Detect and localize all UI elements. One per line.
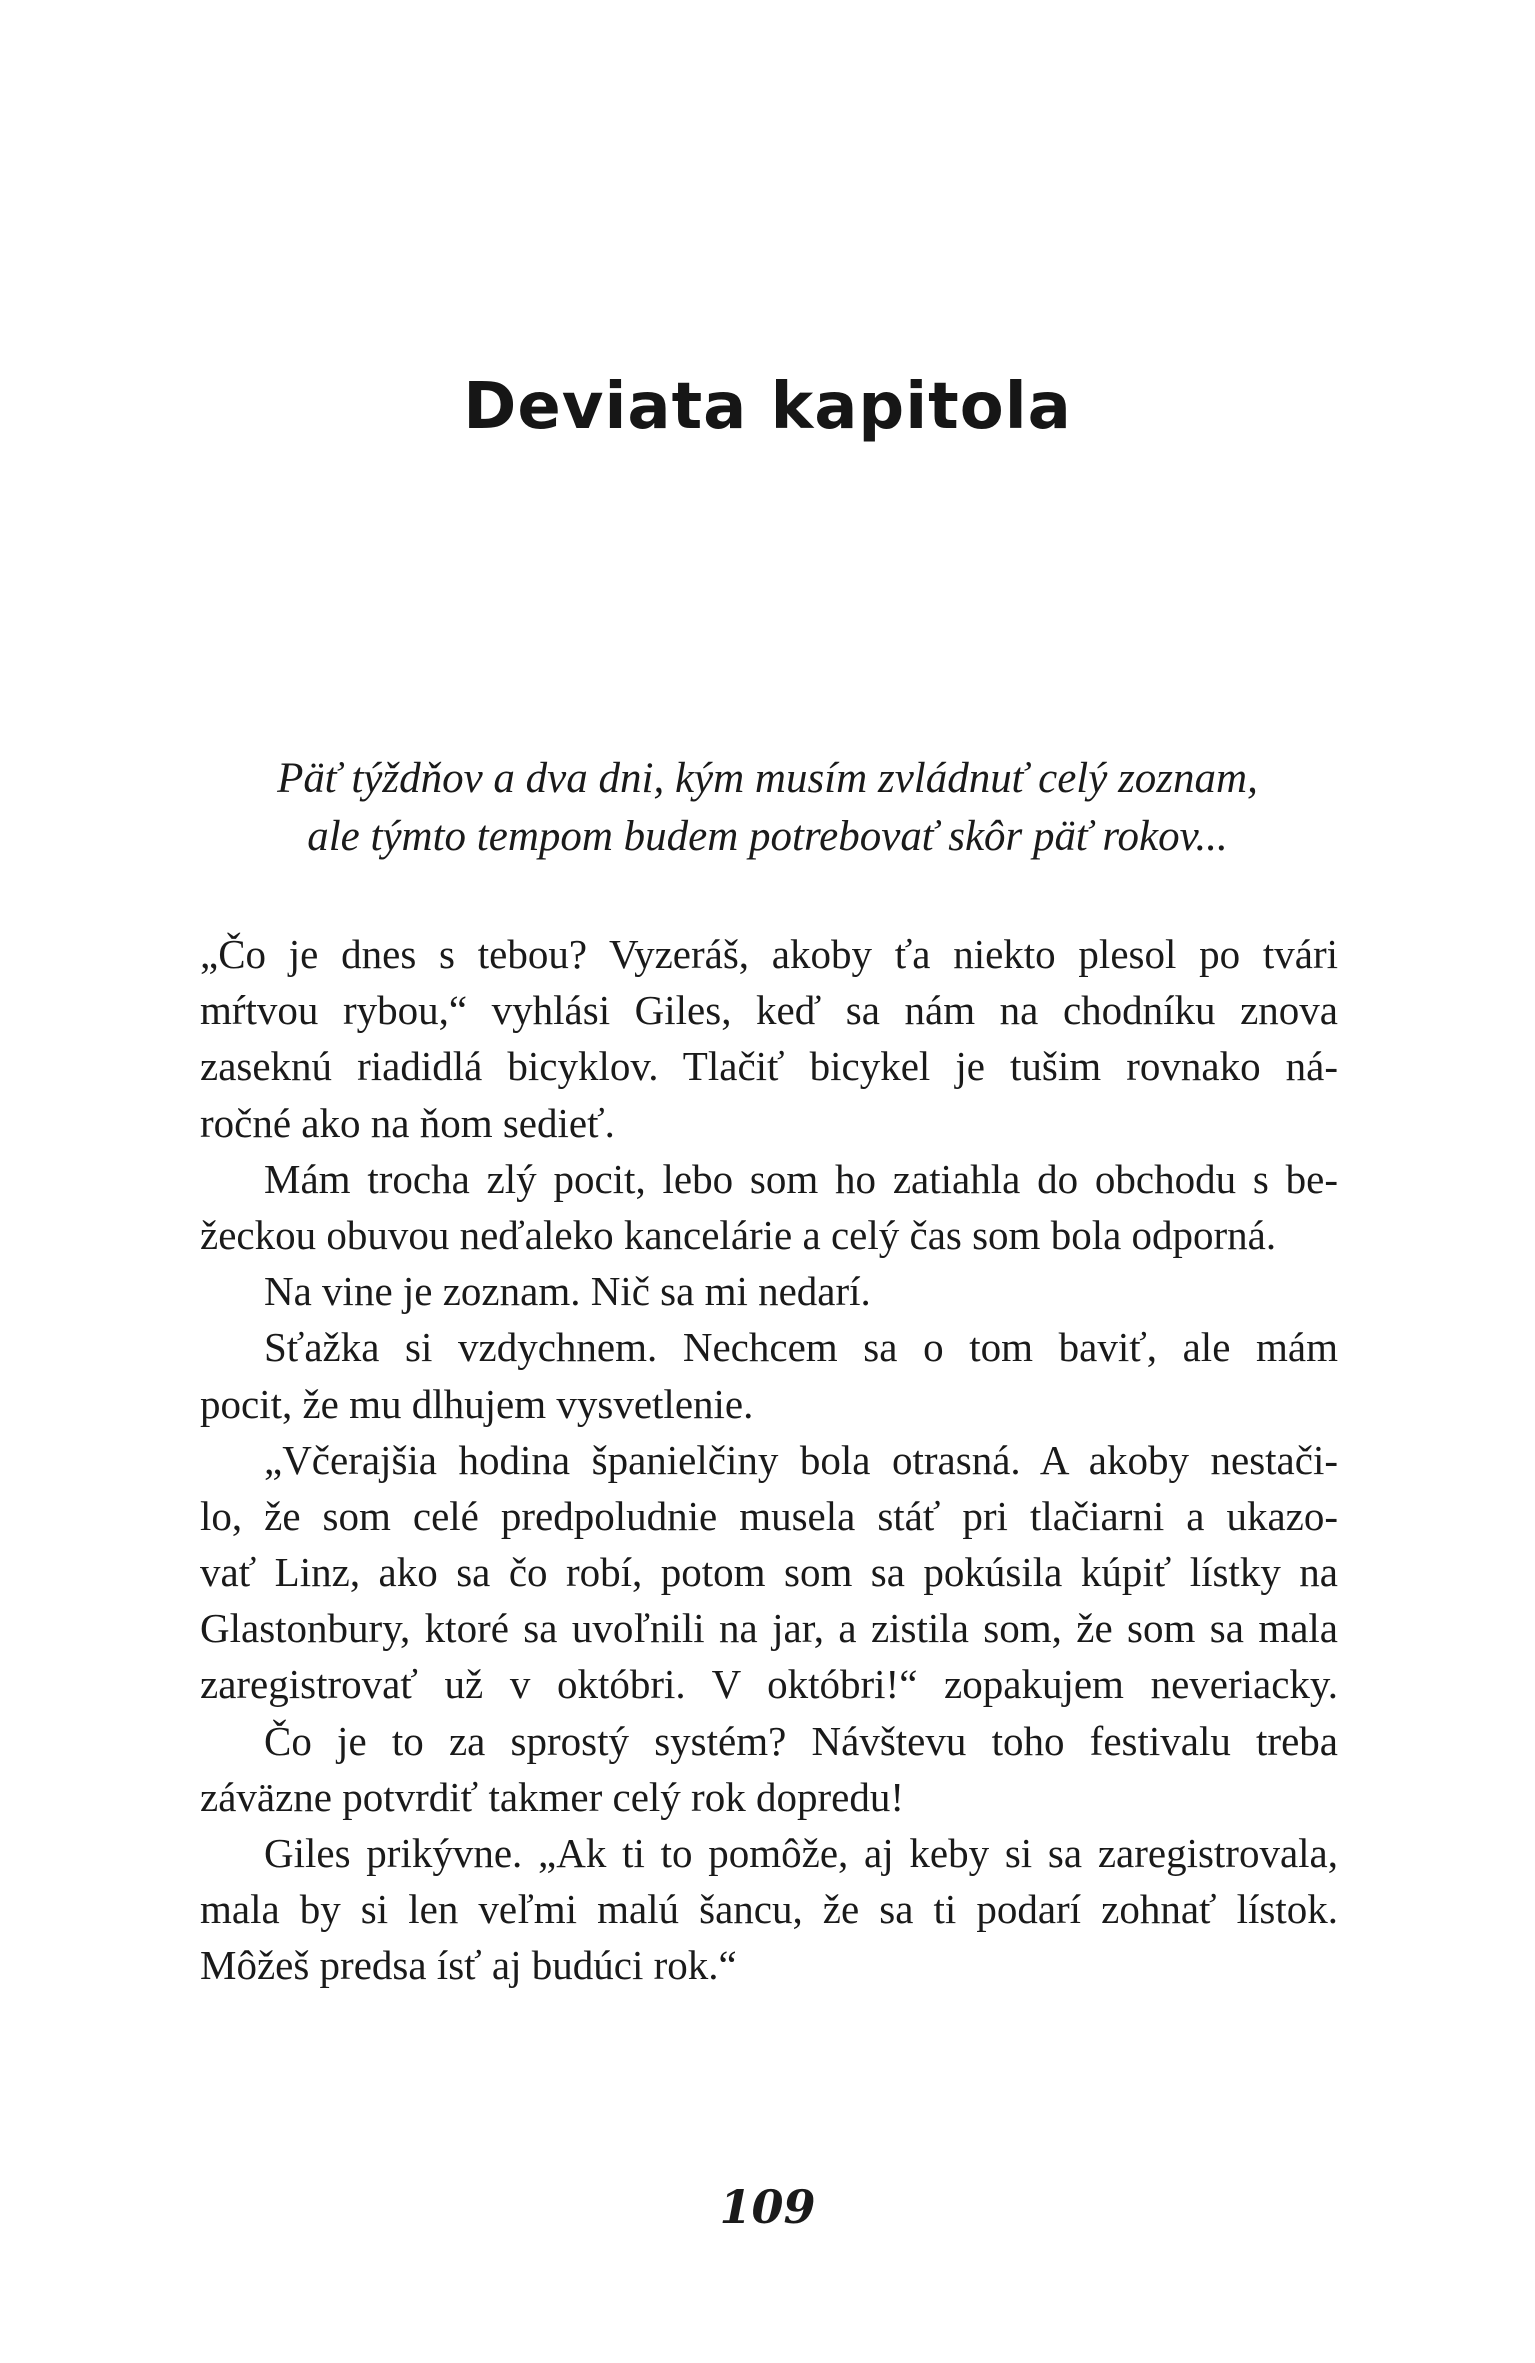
body-line: Môžeš predsa ísť aj budúci rok.“ [200, 1942, 737, 1989]
body-line: Mám trocha zlý pocit, lebo som ho zatiahla do obchodu s be- [264, 1155, 1338, 1202]
epigraph [150, 750, 1385, 866]
body-line: žeckou obuvou neďaleko kancelárie a celý čas som bola odporná. [200, 1211, 1277, 1258]
body-line: Glastonbury, ktoré sa uvoľnili na jar, a zistila som, že som sa mala [200, 1605, 1338, 1652]
body-line: záväzne potvrdiť takmer celý rok dopredu! [200, 1773, 904, 1820]
body-line: „Včerajšia hodina španielčiny bola otrasná. A akoby nestači- [264, 1436, 1338, 1483]
body-line: zaseknú riadidlá bicyklov. Tlačiť bicykel je tušim rovnako ná- [200, 1043, 1338, 1090]
body-line: mala by si len veľmi malú šancu, že sa ti podarí zohnať lístok. [200, 1886, 1338, 1933]
chapter-title: Deviata kapitola [463, 370, 1072, 444]
body-line: Giles prikývne. „Ak ti to pomôže, aj keby si sa zaregistrovala, [264, 1830, 1338, 1876]
body-line: „Čo je dnes s tebou? Vyzeráš, akoby ťa niekto plesol po tvári [200, 931, 1338, 977]
body-line: mŕtvou rybou,“ vyhlási Giles, keď sa nám na chodníku znova [200, 987, 1338, 1034]
body-line: vať Linz, ako sa čo robí, potom som sa pokúsila kúpiť lístky na [200, 1549, 1338, 1596]
body-line: pocit, že mu dlhujem vysvetlenie. [200, 1380, 754, 1427]
body-line: zaregistrovať už v októbri. V októbri!“ zopakujem neveriacky. [200, 1661, 1338, 1708]
body-line: Sťažka si vzdychnem. Nechcem sa o tom baviť, ale mám [264, 1324, 1338, 1371]
page-number: 109 [719, 2180, 816, 2234]
body-text [200, 926, 1338, 1994]
body-line: Na vine je zoznam. Nič sa mi nedarí. [264, 1268, 871, 1315]
body-line: lo, že som celé predpoludnie musela stáť pri tlačiarni a ukazo- [200, 1492, 1338, 1539]
body-line: Čo je to za sprostý systém? Návštevu toho festivalu treba [264, 1717, 1338, 1764]
body-line: ročné ako na ňom sedieť. [200, 1099, 615, 1146]
epigraph-line: ale týmto tempom budem potrebovať skôr päť rokov... [307, 813, 1228, 860]
epigraph-line: Päť týždňov a dva dni, kým musím zvládnuť celý zoznam, [277, 755, 1258, 802]
